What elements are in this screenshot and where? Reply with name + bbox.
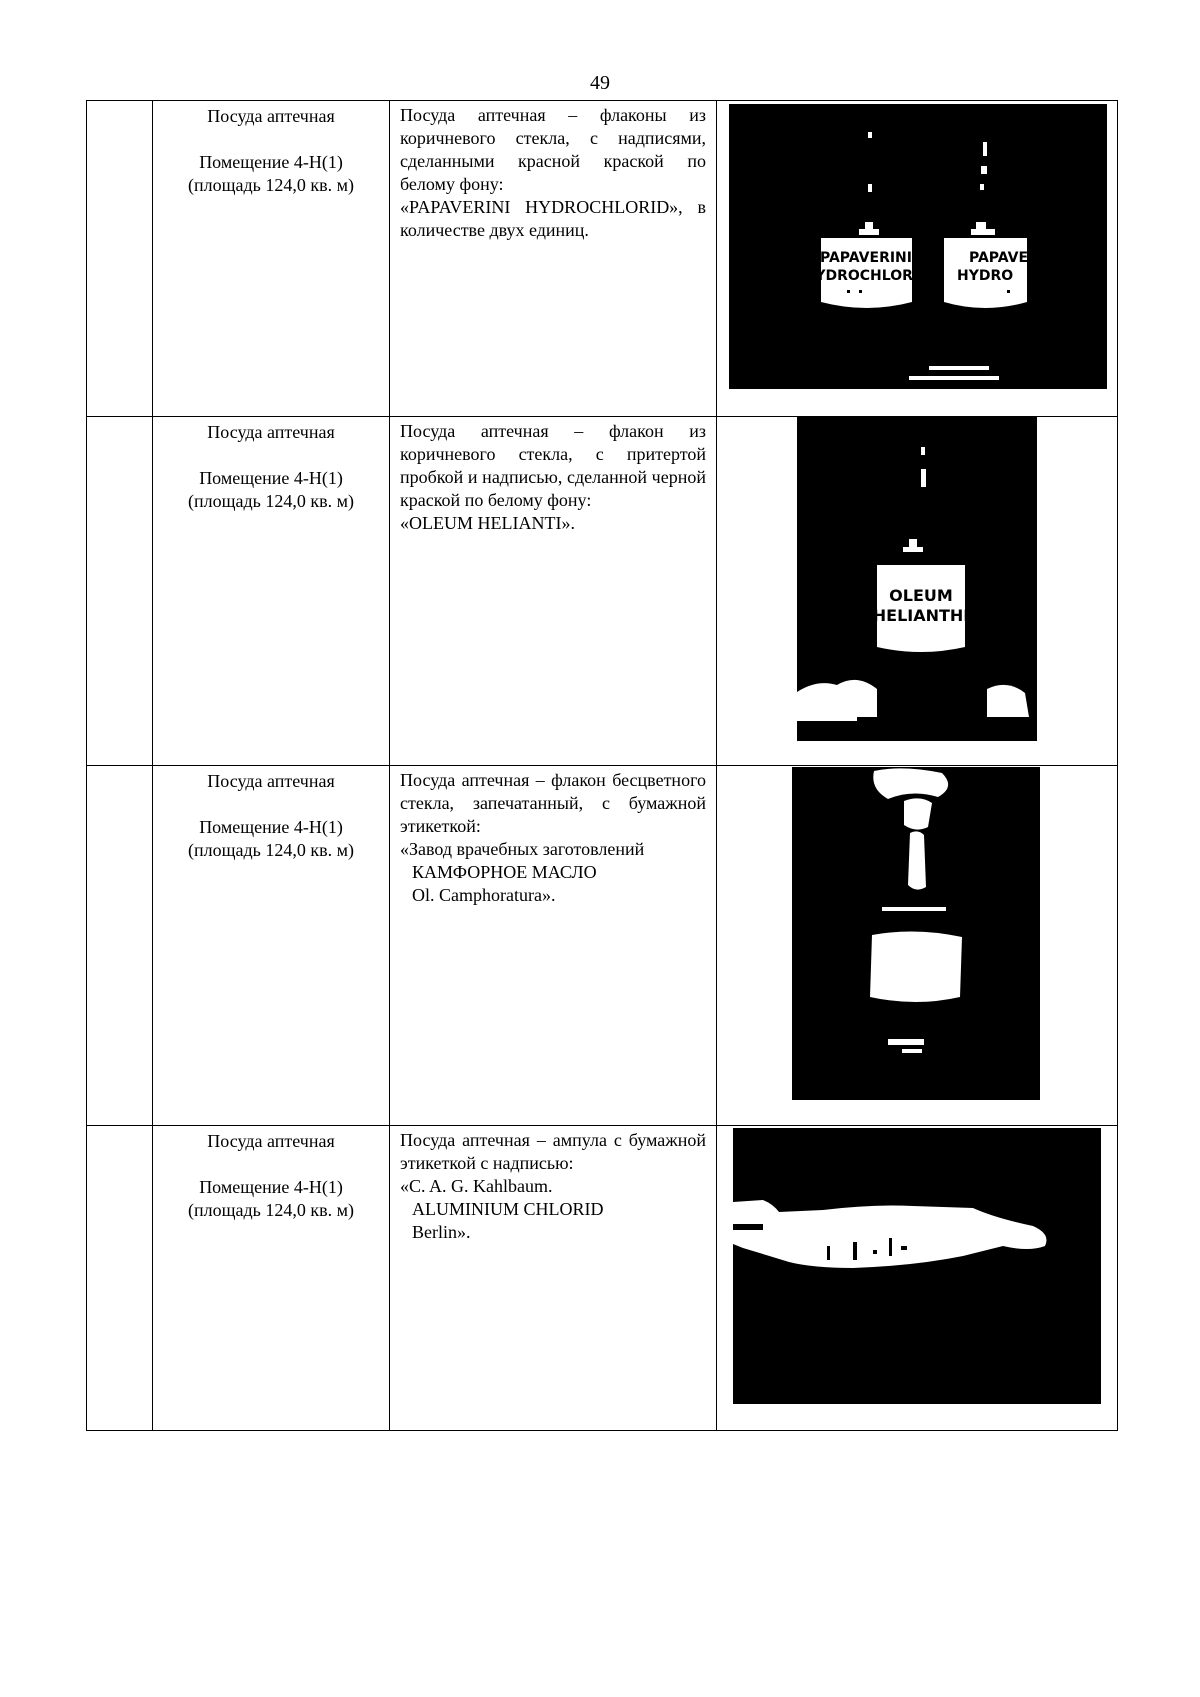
object-name-cell — [153, 417, 390, 766]
description-text: Ol. Camphoratura». — [412, 885, 556, 905]
photo-cell — [717, 766, 1118, 1126]
photo-bottle-oleum — [797, 417, 1037, 741]
area-label: (площадь 124,0 кв. м) — [188, 175, 354, 195]
label-text: PAPAVER — [969, 250, 1039, 266]
area-label: (площадь 124,0 кв. м) — [188, 1200, 354, 1220]
description-text: «OLEUM HELIANTI». — [400, 513, 575, 533]
label-text: PAPAVERINI — [820, 250, 912, 266]
description-text: ALUMINIUM CHLORID — [412, 1199, 604, 1219]
description-cell — [390, 101, 717, 417]
object-name-cell — [153, 766, 390, 1126]
description-text: КАМФОРНОЕ МАСЛО — [412, 862, 597, 882]
room-label: Помещение 4-Н(1) — [199, 817, 343, 837]
object-name: Посуда аптечная — [207, 106, 335, 126]
description-cell — [390, 766, 717, 1126]
description-cell — [390, 1126, 717, 1431]
table-row — [87, 1126, 1118, 1431]
object-name: Посуда аптечная — [207, 771, 335, 791]
number-cell — [87, 766, 153, 1126]
description-text: Посуда аптечная – флакон бесцветного стекла, запечатанный, с бумажной этикеткой: — [400, 770, 706, 836]
table-row — [87, 766, 1118, 1126]
number-cell — [87, 101, 153, 417]
description-text: Посуда аптечная – ампула с бумажной этикеткой с надписью: — [400, 1130, 706, 1173]
description-text: Посуда аптечная – флакон из коричневого стекла, с притертой пробкой и надписью, сделанной черной краской по белому фону: — [400, 421, 706, 510]
area-label: (площадь 124,0 кв. м) — [188, 840, 354, 860]
page-number: 49 — [590, 72, 610, 94]
area-label: (площадь 124,0 кв. м) — [188, 491, 354, 511]
room-label: Помещение 4-Н(1) — [199, 468, 343, 488]
registry-table — [86, 100, 1118, 1431]
object-name: Посуда аптечная — [207, 1131, 335, 1151]
description-text: Berlin». — [412, 1222, 471, 1242]
photo-two-bottles — [729, 104, 1107, 389]
object-name: Посуда аптечная — [207, 422, 335, 442]
object-name-cell — [153, 101, 390, 417]
description-cell — [390, 417, 717, 766]
description-text: «Завод врачебных заготовлений — [400, 839, 645, 859]
label-text: OLEUM — [889, 586, 953, 605]
label-text: HYDROCHLORIC — [803, 268, 929, 284]
photo-camphor-bottle — [792, 767, 1040, 1100]
table-row — [87, 101, 1118, 417]
description-text: «PAPAVERINI HYDROCHLORID», в количестве двух единиц. — [400, 197, 706, 240]
description-text: Посуда аптечная – флаконы из коричневого стекла, с надписями, сделанными красной краской по белому фону: — [400, 105, 706, 194]
label-text: HYDRO — [957, 268, 1014, 284]
table-row — [87, 417, 1118, 766]
label-text: HELIANTHI — [872, 606, 970, 625]
object-name-cell — [153, 1126, 390, 1431]
number-cell — [87, 1126, 153, 1431]
photo-cell — [717, 101, 1118, 417]
room-label: Помещение 4-Н(1) — [199, 1177, 343, 1197]
photo-ampoule — [733, 1128, 1101, 1404]
photo-cell — [717, 1126, 1118, 1431]
description-text: «C. A. G. Kahlbaum. — [400, 1176, 553, 1196]
number-cell — [87, 417, 153, 766]
room-label: Помещение 4-Н(1) — [199, 152, 343, 172]
photo-cell — [717, 417, 1118, 766]
